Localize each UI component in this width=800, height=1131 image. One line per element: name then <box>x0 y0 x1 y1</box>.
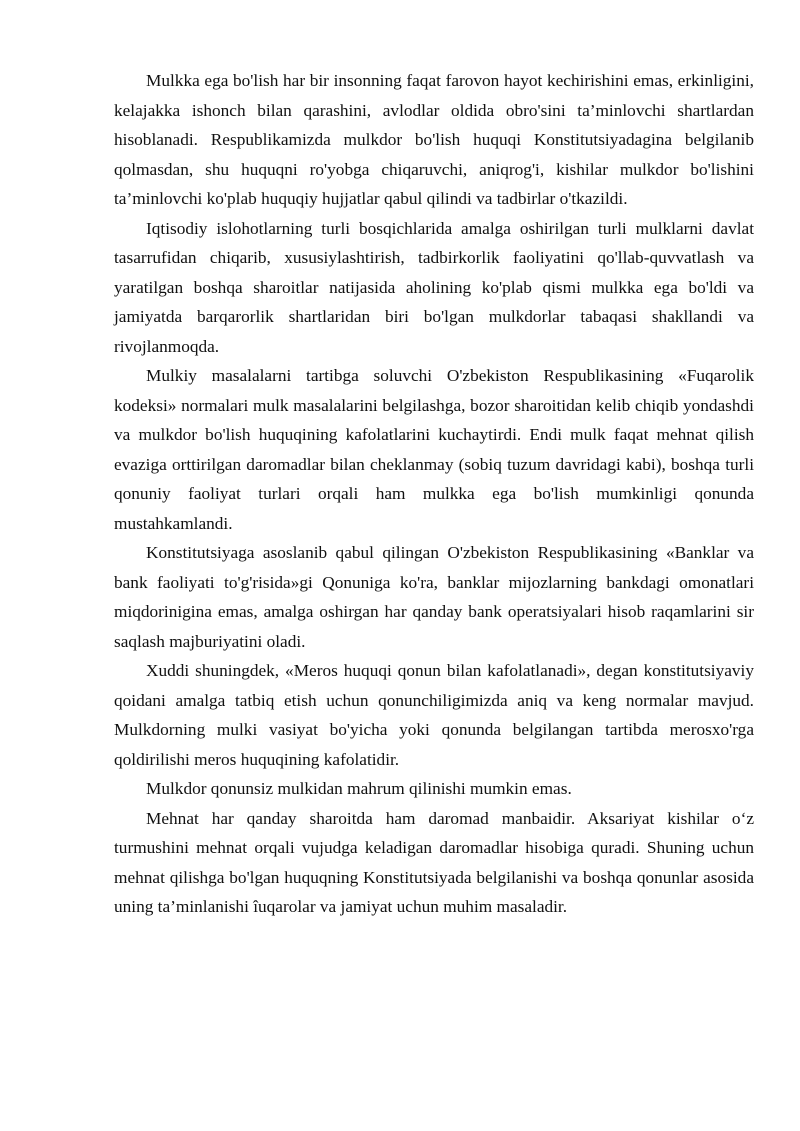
paragraph-2: Iqtisodiy islohotlarning turli bosqichlarida amalga oshirilgan turli mulklarni davlat tasarrufidan chiqarib, xususiylashtirish, tadbirkorlik faoliyatini qo'llab-quvvatlash va yaratilgan boshqa sharoitlar natijasida aholining ko'plab qismi mulkka ega bo'ldi va jamiyatda barqarorlik shartlaridan biri bo'lgan mulkdorlar tabaqasi shakllandi va rivojlanmoqda. <box>114 218 754 356</box>
paragraph-7: Mehnat har qanday sharoitda ham daromad manbaidir. Aksariyat kishilar o‘z turmushini mehnat orqali vujudga keladigan daromadlar hisobiga quradi. Shuning uchun mehnat qilishga bo'lgan huquqning Konstitutsiyada belgilanishi va boshqa qonunlar asosida uning ta’minlanishi îuqarolar va jamiyat uchun muhim masaladir. <box>114 808 754 916</box>
paragraph-3: Mulkiy masalalarni tartibga soluvchi O'zbekiston Respublikasining «Fuqarolik kodeksi» normalari mulk masalalarini belgilashga, bozor sharoitidan kelib chiqib yondashdi va mulkdor bo'lish huquqining kafolatlarini kuchaytirdi. Endi mulk faqat mehnat qilish evaziga orttirilgan daromadlar bilan cheklanmay (sobiq tuzum davridagi kabi), boshqa turli qonuniy faoliyat turlari orqali ham mulkka ega bo'lish mumkinligi qonunda mustahkamlandi. <box>114 366 754 533</box>
paragraph-6: Mulkdor qonunsiz mulkidan mahrum qilinishi mumkin emas. <box>146 779 572 798</box>
paragraph-1: Mulkka ega bo'lish har bir insonning faqat farovon hayot kechirishini emas, erkinligini, kelajakka ishonch bilan qarashini, avlodlar oldida obro'sini ta’minlovchi shartlardan hisoblanadi. Respublikamizda mulkdor bo'lish huquqi Konstitutsiyadagina belgilanib qolmasdan, shu huquqni ro'yobga chiqaruvchi, aniqrog'i, kishilar mulkdor bo'lishini ta’minlovchi ko'plab huquqiy hujjatlar qabul qilindi va tadbirlar o'tkazildi. <box>114 71 754 208</box>
paragraph-4: Konstitutsiyaga asoslanib qabul qilingan O'zbekiston Respublikasining «Banklar va bank faoliyati to'g'risida»gi Qonuniga ko'ra, banklar mijozlarning bankdagi omonatlari miqdorinigina emas, amalga oshirgan har qanday bank operatsiyalari hisob raqamlarini sir saqlash majburiyatini oladi. <box>114 543 754 651</box>
paragraph-5: Xuddi shuningdek, «Meros huquqi qonun bilan kafolatlanadi», degan konstitutsiyaviy qoidani amalga tatbiq etish uchun qonunchiligimizda aniq va keng normalar mavjud. Mulkdorning mulki vasiyat bo'yicha yoki qonunda belgilangan tartibda merosxo'rga qoldirilishi meros huquqining kafolatidir. <box>114 661 754 769</box>
document-page <box>114 66 754 922</box>
